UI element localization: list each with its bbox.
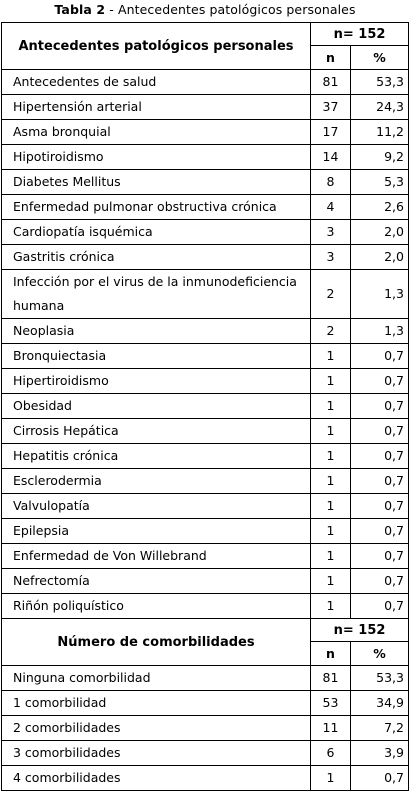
row-label: Hipotiroidismo — [2, 145, 311, 170]
section1-header: Antecedentes patológicos personales — [2, 23, 311, 70]
row-count: 1 — [311, 494, 351, 519]
section2-col-n: n — [311, 642, 351, 666]
table-row — [2, 120, 409, 145]
row-label: Cirrosis Hepática — [2, 419, 311, 444]
row-count: 1 — [311, 419, 351, 444]
table-row — [2, 519, 409, 544]
row-count: 1 — [311, 569, 351, 594]
row-percent: 0,7 — [351, 444, 409, 469]
row-label: 2 comorbilidades — [2, 716, 311, 741]
row-label: 4 comorbilidades — [2, 766, 311, 791]
row-label: Hepatitis crónica — [2, 444, 311, 469]
row-count: 1 — [311, 469, 351, 494]
row-count: 1 — [311, 519, 351, 544]
row-percent: 0,7 — [351, 394, 409, 419]
row-count: 3 — [311, 245, 351, 270]
row-percent: 9,2 — [351, 145, 409, 170]
row-label: Neoplasia — [2, 319, 311, 344]
row-count: 4 — [311, 195, 351, 220]
row-count: 1 — [311, 444, 351, 469]
table-row — [2, 469, 409, 494]
row-percent: 2,0 — [351, 220, 409, 245]
table-row — [2, 716, 409, 741]
row-percent: 53,3 — [351, 666, 409, 691]
table-row — [2, 369, 409, 394]
table-row — [2, 569, 409, 594]
table-row — [2, 494, 409, 519]
section1-body — [2, 70, 409, 619]
row-label: Nefrectomía — [2, 569, 311, 594]
row-label: Ninguna comorbilidad — [2, 666, 311, 691]
row-label: Obesidad — [2, 394, 311, 419]
row-label: Infección por el virus de la inmunodeficiencia humana — [2, 270, 311, 319]
row-label: Enfermedad pulmonar obstructiva crónica — [2, 195, 311, 220]
section2-col-pct: % — [351, 642, 409, 666]
table-row — [2, 145, 409, 170]
row-percent: 0,7 — [351, 469, 409, 494]
row-percent: 34,9 — [351, 691, 409, 716]
row-percent: 0,7 — [351, 369, 409, 394]
row-percent: 0,7 — [351, 519, 409, 544]
row-label: Epilepsia — [2, 519, 311, 544]
row-count: 8 — [311, 170, 351, 195]
table-row — [2, 270, 409, 319]
row-percent: 0,7 — [351, 766, 409, 791]
row-label: Gastritis crónica — [2, 245, 311, 270]
table-row — [2, 766, 409, 791]
caption-text: - Antecedentes patológicos personales — [105, 2, 356, 17]
row-label: Asma bronquial — [2, 120, 311, 145]
row-count: 3 — [311, 220, 351, 245]
row-count: 81 — [311, 70, 351, 95]
section1-col-n: n — [311, 46, 351, 70]
row-percent: 2,0 — [351, 245, 409, 270]
row-percent: 1,3 — [351, 270, 409, 319]
row-label: Hipertensión arterial — [2, 95, 311, 120]
row-label: Bronquiectasia — [2, 344, 311, 369]
table-row — [2, 544, 409, 569]
caption-bold: Tabla 2 — [54, 2, 106, 17]
table-row — [2, 394, 409, 419]
row-count: 53 — [311, 691, 351, 716]
section2-header: Número de comorbilidades — [2, 619, 311, 666]
row-percent: 0,7 — [351, 419, 409, 444]
row-count: 11 — [311, 716, 351, 741]
row-percent: 7,2 — [351, 716, 409, 741]
data-table — [1, 22, 409, 791]
table-row — [2, 344, 409, 369]
row-count: 6 — [311, 741, 351, 766]
row-percent: 0,7 — [351, 494, 409, 519]
table-row — [2, 594, 409, 619]
section2-body — [2, 666, 409, 791]
row-count: 1 — [311, 544, 351, 569]
table-caption — [0, 0, 410, 22]
row-label: Antecedentes de salud — [2, 70, 311, 95]
row-label: 1 comorbilidad — [2, 691, 311, 716]
table-row — [2, 741, 409, 766]
row-percent: 0,7 — [351, 594, 409, 619]
row-label: Diabetes Mellitus — [2, 170, 311, 195]
table-row — [2, 95, 409, 120]
row-count: 1 — [311, 766, 351, 791]
row-percent: 1,3 — [351, 319, 409, 344]
row-label: Valvulopatía — [2, 494, 311, 519]
row-label: Riñón poliquístico — [2, 594, 311, 619]
table-row — [2, 666, 409, 691]
table-row — [2, 170, 409, 195]
row-label: Enfermedad de Von Willebrand — [2, 544, 311, 569]
row-percent: 5,3 — [351, 170, 409, 195]
section2-head — [2, 619, 409, 666]
table-row — [2, 319, 409, 344]
row-percent: 0,7 — [351, 344, 409, 369]
row-count: 1 — [311, 369, 351, 394]
row-count: 1 — [311, 594, 351, 619]
row-label: 3 comorbilidades — [2, 741, 311, 766]
row-percent: 53,3 — [351, 70, 409, 95]
row-percent: 3,9 — [351, 741, 409, 766]
table-row — [2, 691, 409, 716]
table-row — [2, 419, 409, 444]
row-percent: 0,7 — [351, 569, 409, 594]
row-count: 1 — [311, 394, 351, 419]
section2-total: n= 152 — [311, 619, 409, 642]
row-percent: 2,6 — [351, 195, 409, 220]
row-count: 14 — [311, 145, 351, 170]
table-row — [2, 220, 409, 245]
table-row — [2, 444, 409, 469]
table-row — [2, 245, 409, 270]
row-count: 2 — [311, 319, 351, 344]
row-percent: 11,2 — [351, 120, 409, 145]
table-row — [2, 195, 409, 220]
row-count: 1 — [311, 344, 351, 369]
table-row — [2, 70, 409, 95]
row-label: Cardiopatía isquémica — [2, 220, 311, 245]
row-count: 37 — [311, 95, 351, 120]
row-count: 17 — [311, 120, 351, 145]
row-percent: 24,3 — [351, 95, 409, 120]
row-label: Hipertiroidismo — [2, 369, 311, 394]
row-percent: 0,7 — [351, 544, 409, 569]
row-label: Esclerodermia — [2, 469, 311, 494]
row-count: 81 — [311, 666, 351, 691]
row-count: 2 — [311, 270, 351, 319]
section1-total: n= 152 — [311, 23, 409, 46]
section1-col-pct: % — [351, 46, 409, 70]
